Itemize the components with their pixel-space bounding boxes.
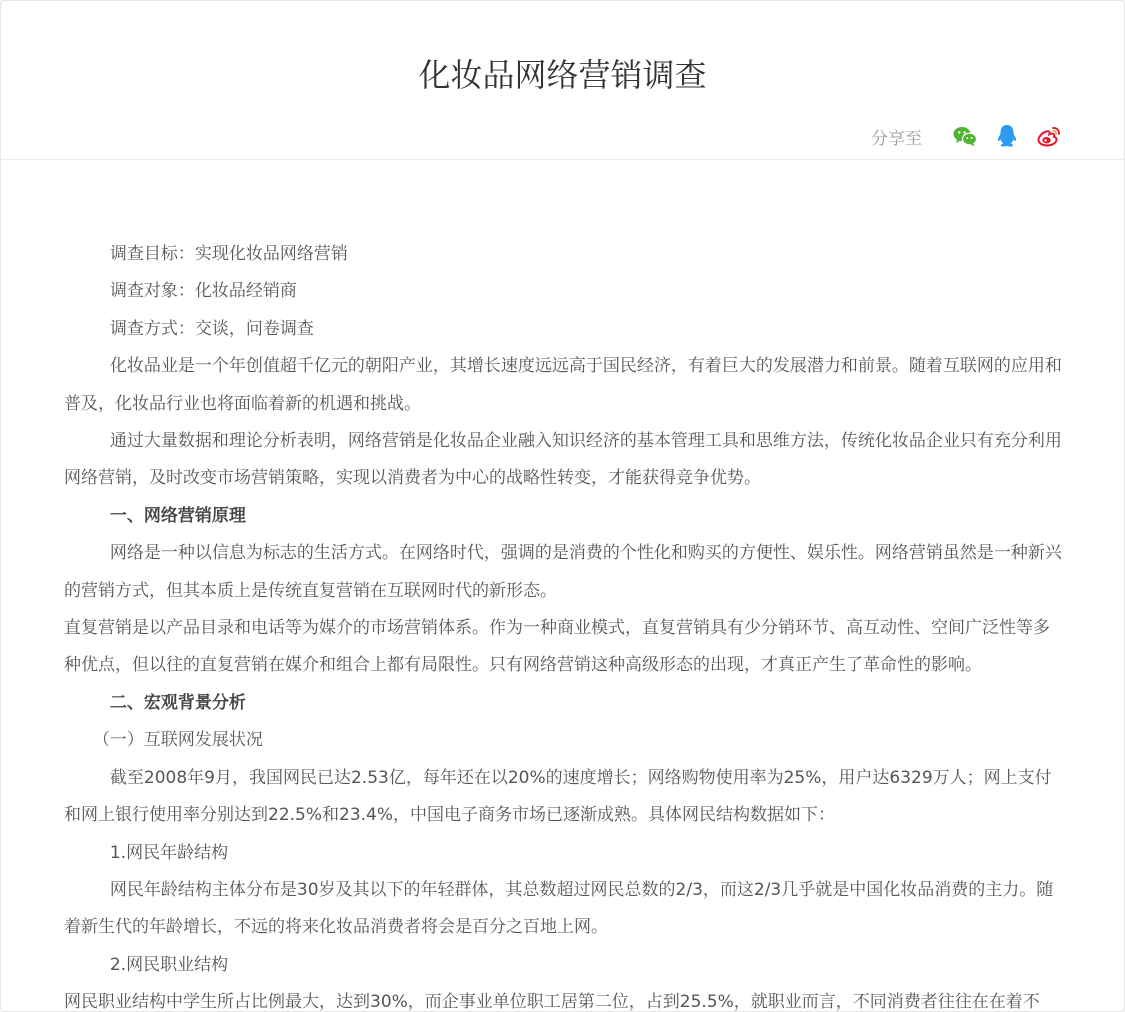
paragraph-target: 调查对象：化妆品经销商 <box>109 281 297 302</box>
paragraph-direct-marketing: 直复营销是以产品目录和电话等为媒介的市场营销体系。作为一种商业模式，直复营销具有少分销环节、高互动性、空间广泛性等多种优点，但以往的直复营销在媒介和组合上都有局限性。只有网络营销这种高级形态的出现，才真正产生了革命性的影响。 <box>64 618 1050 676</box>
qq-icon[interactable] <box>994 123 1020 149</box>
paragraph-goal: 调查目标：实现化妆品网络营销 <box>109 244 348 264</box>
paragraph-intro: 化妆品业是一个年创值超千亿元的朝阳产业，其增长速度远远高于国民经济，有着巨大的发展潜力和前景。随着互联网的应用和普及，化妆品行业也将面临着新的机遇和挑战。 <box>64 356 1062 414</box>
paragraph-stats: 截至2008年9月，我国网民已达2.53亿，每年还在以20%的速度增长；网络购物使用率为25%，用户达6329万人；网上支付和网上银行使用率分别达到22.5%和23.4%，中国电子商务市场已逐渐成熟。具体网民结构数据如下： <box>64 767 1052 826</box>
paragraph-method: 调查方式：交谈，问卷调查 <box>109 318 314 339</box>
article-header <box>1 1 1124 160</box>
share-label: 分享至 <box>871 128 922 149</box>
wechat-icon[interactable] <box>952 123 978 149</box>
subheading-occupation: 2.网民职业结构 <box>109 954 229 975</box>
section-heading-macro: 二、宏观背景分析 <box>109 692 246 713</box>
share-bar <box>871 121 1062 151</box>
paragraph-network: 网络是一种以信息为标志的生活方式。在网络时代，强调的是消费的个性化和购买的方便性、娱乐性。网络营销虽然是一种新兴的营销方式，但其本质上是传统直复营销在互联网时代的新形态。 <box>64 543 1062 601</box>
subheading-internet: （一）互联网发展状况 <box>92 730 263 751</box>
paragraph-analysis: 通过大量数据和理论分析表明，网络营销是化妆品企业融入知识经济的基本管理工具和思维方法，传统化妆品企业只有充分利用网络营销，及时改变市场营销策略，实现以消费者为中心的战略性转变，才能获得竞争优势。 <box>64 431 1062 489</box>
paragraph-age: 网民年龄结构主体分布是30岁及其以下的年轻群体，其总数超过网民总数的2/3，而这2/3几乎就是中国化妆品消费的主力。随着新生代的年龄增长，不远的将来化妆品消费者将会是百分之百地上网。 <box>64 879 1054 938</box>
subheading-age: 1.网民年龄结构 <box>109 842 229 863</box>
weibo-icon[interactable] <box>1036 123 1062 149</box>
page-title: 化妆品网络营销调查 <box>418 56 707 94</box>
section-heading-principle: 一、网络营销原理 <box>109 505 246 526</box>
article-body <box>64 236 1064 1012</box>
paragraph-occupation: 网民职业结构中学生所占比例最大，达到30%，而企事业单位职工居第二位，占到25.5%，就职业而言，不同消费者往往在在着不 <box>64 992 1040 1012</box>
